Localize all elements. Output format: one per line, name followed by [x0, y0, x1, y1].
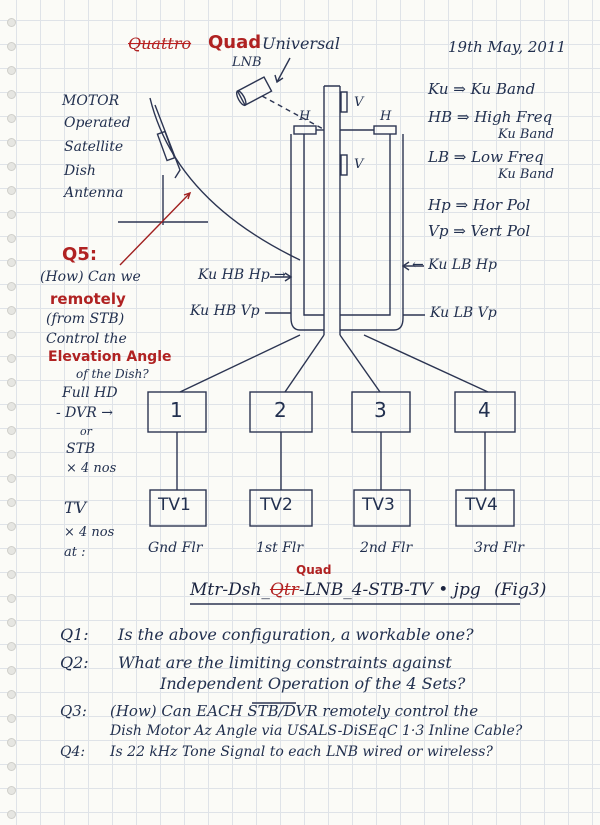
central-feed [324, 86, 340, 335]
q4-text: Is 22 kHz Tone Signal to each LNB wired or wireless? [110, 744, 493, 760]
caption-fig: (Fig3) [494, 580, 547, 600]
legend-vp: Vp ⇒ Vert Pol [428, 222, 531, 240]
feed-ku-hb-hp: Ku HB Hp → [198, 267, 286, 283]
q2-id: Q2: [60, 653, 89, 672]
floor-3rd: 3rd Flr [474, 540, 524, 556]
dish-label-1: MOTOR [62, 93, 120, 109]
q3-text-2: Dish Motor Az Angle via USALS-DiSEqC 1·3 Inline Cable? [110, 723, 523, 739]
quad-word: Quad [208, 32, 262, 53]
v-mid-label: V [354, 157, 364, 172]
tv-label-2: × 4 nos [64, 525, 115, 540]
stb-box-4: 4 [478, 398, 491, 422]
stb-box-3: 3 [374, 398, 387, 422]
q5-line-2: remotely [50, 290, 126, 308]
left-branch [291, 134, 324, 330]
stb-box-1: 1 [170, 398, 183, 422]
stb-box-2: 2 [274, 398, 287, 422]
caption-text-a: Mtr-Dsh_ [190, 580, 270, 600]
caption [190, 580, 546, 600]
dish-label-4: Dish [64, 163, 96, 179]
q4-id: Q4: [60, 744, 86, 760]
dish-motor [157, 131, 174, 160]
dish-label-2: Operated [64, 115, 131, 131]
dish-arm [155, 105, 180, 178]
caption-quad-note: Quad [296, 563, 332, 577]
q1-id: Q1: [60, 625, 89, 644]
legend-ku: Ku ⇒ Ku Band [428, 80, 536, 98]
q5-line-4: Control the [46, 331, 127, 347]
legend-hb: HB ⇒ High Freq [428, 108, 553, 126]
tv-label-3: at : [64, 545, 86, 560]
feed-ku-hb-vp: Ku HB Vp [190, 303, 260, 319]
stb-label-3: or [80, 425, 92, 438]
lnb-label: LNB [232, 55, 262, 70]
h-right-label: H [380, 109, 392, 124]
tv-box-4: TV4 [465, 495, 498, 515]
tv-box-3: TV3 [362, 495, 395, 515]
legend-hp: Hp ⇒ Hor Pol [428, 196, 531, 214]
floor-2nd: 2nd Flr [360, 540, 413, 556]
stb-label-5: × 4 nos [66, 461, 117, 476]
q3-text: (How) Can EACH STB/DVR remotely control the [110, 702, 479, 720]
caption-text-b: -LNB_4-STB-TV • jpg [298, 580, 481, 600]
universal-word: Universal [262, 34, 340, 53]
floor-1st: 1st Flr [256, 540, 304, 556]
legend-hb-2: Ku Band [498, 127, 554, 142]
q5-line-6: of the Dish? [76, 367, 149, 381]
q5-line-3: (from STB) [46, 311, 125, 327]
dish-label-3: Satellite [64, 139, 124, 155]
caption-text-struck: Qtr [269, 580, 299, 600]
q1-text: Is the above configuration, a workable one? [118, 625, 474, 644]
q5-line-5: Elevation Angle [48, 349, 172, 365]
legend-lb-2: Ku Band [498, 167, 554, 182]
q5-arrow [120, 193, 190, 265]
q2-text-2: Independent Operation of the 4 Sets? [160, 674, 466, 693]
h-left-label: H [299, 109, 311, 124]
q2-text: What are the limiting constraints against [118, 653, 452, 672]
stb-label-1: Full HD [62, 385, 118, 401]
stb-label-4: STB [66, 441, 96, 457]
q5-tag: Q5: [62, 244, 98, 265]
stb-label-2: - DVR → [56, 405, 113, 421]
date: 19th May, 2011 [448, 38, 567, 56]
v-top-label: V [354, 95, 364, 110]
tv-box-1: TV1 [158, 495, 191, 515]
legend-lb: LB ⇒ Low Freq [428, 148, 544, 166]
tv-label-1: TV [64, 498, 87, 517]
feed-ku-lb-vp: Ku LB Vp [430, 305, 497, 321]
lnb-icon [235, 77, 272, 107]
floor-gnd: Gnd Flr [148, 540, 203, 556]
strike-quattro: Quattro [128, 34, 192, 53]
dish-arc [150, 98, 300, 260]
dish-label-5: Antenna [64, 185, 124, 201]
q3-id: Q3: [60, 702, 87, 720]
tv-box-2: TV2 [260, 495, 293, 515]
q5-line-1: (How) Can we [40, 269, 141, 285]
right-branch [340, 134, 403, 330]
feed-ku-lb-hp: ← Ku LB Hp [412, 257, 498, 273]
